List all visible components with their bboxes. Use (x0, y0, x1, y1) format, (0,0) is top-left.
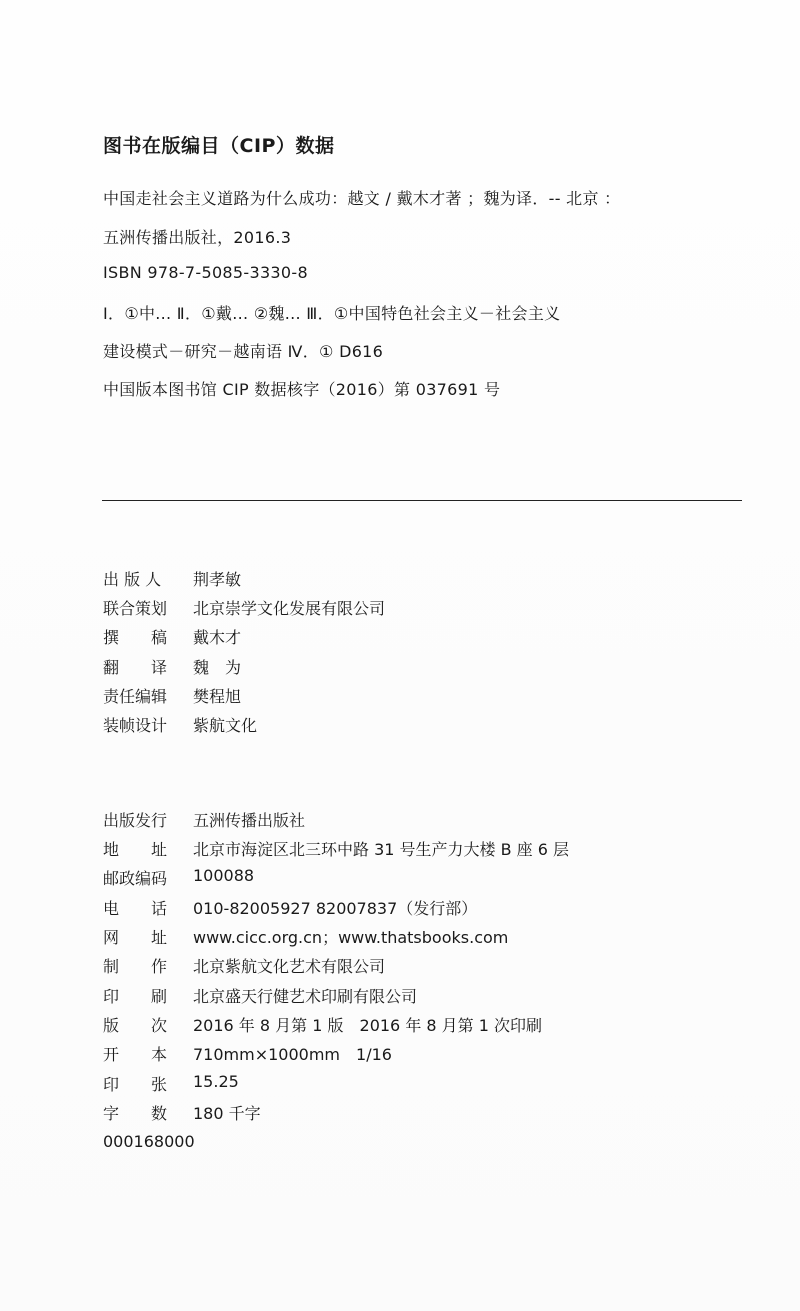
credit-value: 樊程旭 (193, 687, 242, 706)
credit-row-joint-planning (103, 596, 385, 619)
pub-value: 710mm×1000mm 1/16 (193, 1045, 392, 1064)
pub-label: 网 址 (103, 928, 168, 947)
cip-line-isbn: ISBN 978-7-5085-3330-8 (103, 263, 308, 282)
pub-row-format (103, 1042, 392, 1065)
pub-value: 2016 年 8 月第 1 版 2016 年 8 月第 1 次印刷 (193, 1016, 543, 1035)
credit-label: 责任编辑 (103, 687, 168, 706)
pub-row-edition (103, 1013, 542, 1036)
pub-value: 五洲传播出版社 (193, 811, 306, 830)
credit-label: 联合策划 (103, 599, 168, 618)
pub-value: www.cicc.org.cn；www.thatsbooks.com (193, 928, 509, 947)
credit-label: 撰 稿 (103, 628, 168, 647)
credit-value: 魏 为 (193, 658, 242, 677)
pub-row-website (103, 925, 508, 948)
pub-label: 印 刷 (103, 987, 168, 1006)
credit-value: 北京崇学文化发展有限公司 (193, 599, 386, 618)
catalog-code: 000168000 (103, 1132, 195, 1151)
pub-value: 北京盛天行健艺术印刷有限公司 (193, 987, 418, 1006)
credit-label: 装帧设计 (103, 716, 168, 735)
credit-row-publisher-person (103, 567, 241, 590)
credit-row-translator (103, 655, 241, 678)
cip-line-subjects: Ⅰ．①中... Ⅱ．①戴... ②魏... Ⅲ．①中国特色社会主义－社会主义 (103, 304, 561, 323)
cip-line-classification: 建设模式－研究－越南语 Ⅳ．① D616 (103, 342, 384, 361)
pub-label: 制 作 (103, 957, 168, 976)
credit-value: 紫航文化 (193, 716, 258, 735)
pub-row-word-count (103, 1101, 261, 1124)
credit-label: 出 版 人 (103, 570, 162, 589)
pub-row-production (103, 954, 385, 977)
cip-line-cip-number: 中国版本图书馆 CIP 数据核字（2016）第 037691 号 (103, 380, 501, 399)
pub-value: 北京市海淀区北三环中路 31 号生产力大楼 B 座 6 层 (193, 840, 570, 859)
pub-value: 100088 (193, 866, 255, 885)
pub-label: 字 数 (103, 1104, 168, 1123)
credit-row-author (103, 625, 241, 648)
divider-rule (102, 500, 742, 501)
pub-label: 版 次 (103, 1016, 168, 1035)
credit-row-editor (103, 684, 241, 707)
pub-label: 开 本 (103, 1045, 168, 1064)
cip-line-publisher: 五洲传播出版社，2016.3 (103, 228, 292, 247)
pub-value: 180 千字 (193, 1104, 261, 1123)
pub-label: 电 话 (103, 899, 168, 918)
pub-label: 印 张 (103, 1075, 168, 1094)
pub-row-postcode (103, 866, 254, 889)
pub-label: 邮政编码 (103, 869, 168, 888)
credit-label: 翻 译 (103, 658, 168, 677)
pub-value: 15.25 (193, 1072, 239, 1091)
pub-row-phone (103, 896, 477, 919)
credit-value: 荆孝敏 (193, 570, 242, 589)
pub-row-address (103, 837, 569, 860)
pub-label: 地 址 (103, 840, 168, 859)
pub-row-sheets (103, 1072, 239, 1095)
cip-line-title-author: 中国走社会主义道路为什么成功：越文 / 戴木才著 ；魏为译．-- 北京 ： (103, 189, 621, 208)
pub-row-printing (103, 984, 417, 1007)
credit-row-design (103, 713, 257, 736)
pub-label: 出版发行 (103, 811, 168, 830)
pub-row-distributor (103, 808, 305, 831)
cip-title: 图书在版编目（CIP）数据 (103, 135, 335, 157)
credit-value: 戴木才 (193, 628, 242, 647)
pub-value: 010-82005927 82007837（发行部） (193, 899, 478, 918)
pub-value: 北京紫航文化艺术有限公司 (193, 957, 386, 976)
